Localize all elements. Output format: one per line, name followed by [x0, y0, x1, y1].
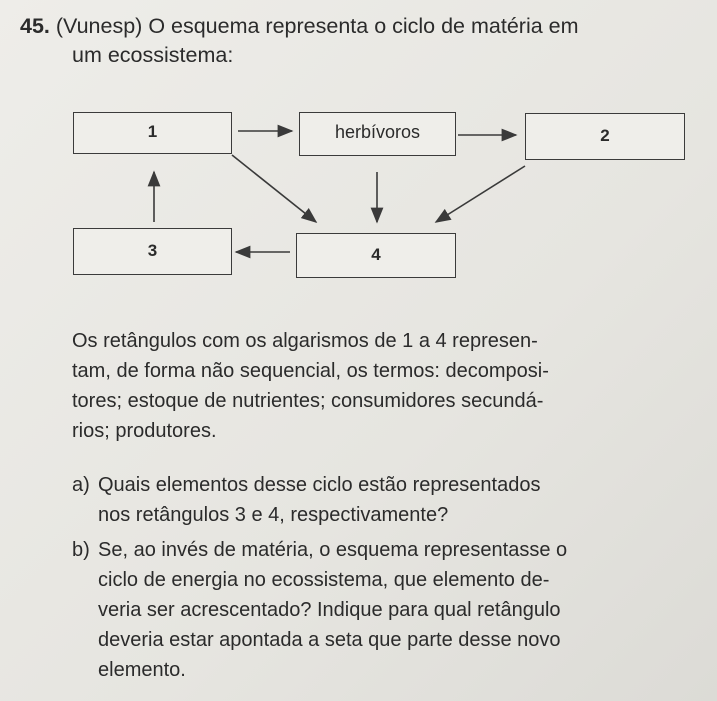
box-3-label: 3: [147, 241, 158, 260]
box-herbivoros-label: herbívoros: [334, 122, 421, 142]
paragraph-line: tam, de forma não sequencial, os termos: decomposi-: [72, 360, 549, 382]
item-b-line: ciclo de energia no ecossistema, que elemento de-: [98, 569, 550, 591]
box-4-label: 4: [371, 245, 381, 264]
paragraph-line: tores; estoque de nutrientes; consumidores secundá-: [72, 390, 544, 412]
item-a: [72, 470, 692, 530]
item-a-label: a): [72, 474, 90, 496]
box-3: [73, 228, 232, 275]
question-source: (Vunesp): [55, 14, 143, 38]
box-2-label: 2: [600, 126, 610, 145]
paragraph-line: Os retângulos com os algarismos de 1 a 4 represen-: [72, 330, 538, 352]
paragraph-line: rios; produtores.: [72, 420, 217, 442]
item-b-line: Se, ao invés de matéria, o esquema representasse o: [98, 539, 568, 561]
item-a-line: Quais elementos desse ciclo estão representados: [98, 474, 541, 496]
item-b-line: deveria estar apontada a seta que parte desse novo: [98, 629, 561, 651]
question-number: 45.: [20, 14, 50, 38]
instruction-paragraph: [72, 326, 692, 446]
box-1-label: 1: [147, 122, 158, 141]
item-b-line: elemento.: [98, 659, 186, 681]
box-4: [296, 233, 456, 278]
item-b: [72, 535, 692, 685]
item-b-line: veria ser acrescentado? Indique para qual retângulo: [98, 599, 561, 621]
box-1: [73, 112, 232, 154]
box-herbivoros: [299, 112, 456, 156]
item-a-line: nos retângulos 3 e 4, respectivamente?: [98, 504, 449, 526]
arrow-2-to-4: [436, 166, 525, 222]
box-2: [525, 113, 685, 160]
arrow-1-to-4: [232, 155, 316, 222]
question-prompt-line1: O esquema representa o ciclo de matéria em: [148, 14, 579, 38]
question-prompt-line2: um ecossistema:: [72, 43, 234, 67]
item-b-label: b): [72, 539, 90, 561]
